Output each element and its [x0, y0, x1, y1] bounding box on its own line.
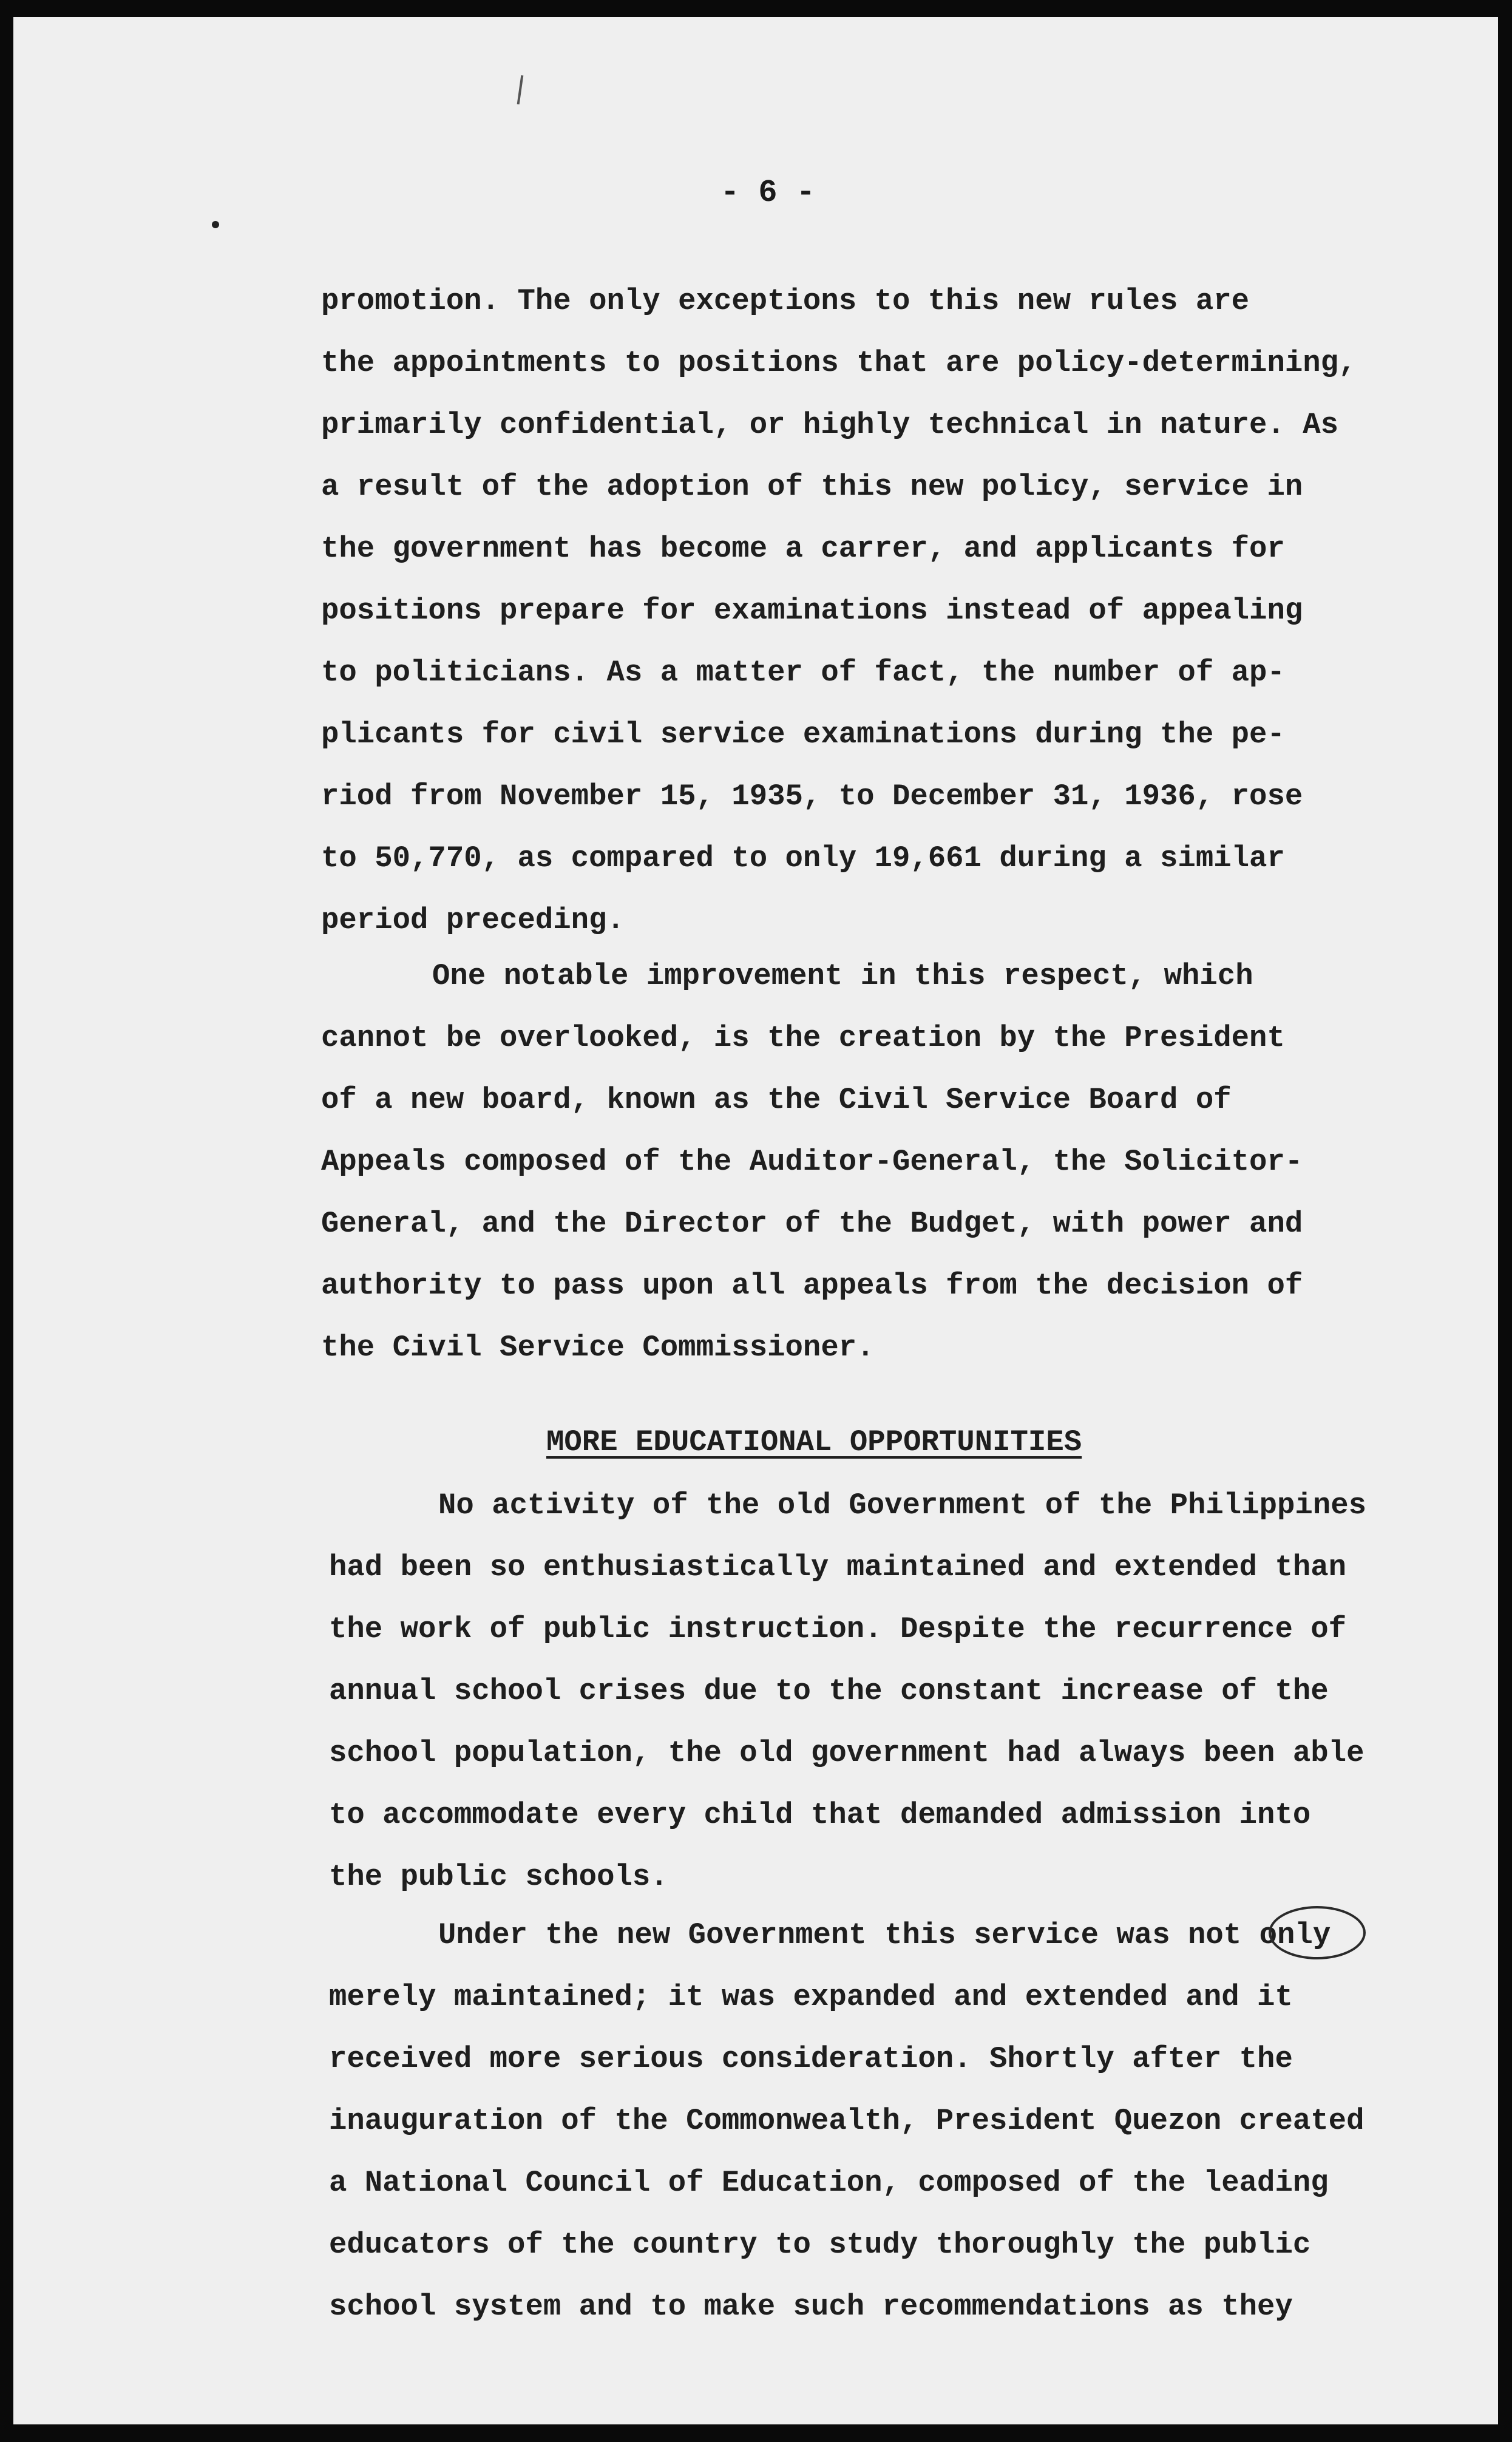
text-line: to accommodate every child that demanded admission into: [329, 1798, 1311, 1832]
text-line: received more serious consideration. Shortly after the: [329, 2042, 1293, 2076]
text-line: the government has become a carrer, and applicants for: [321, 532, 1285, 566]
text-line: cannot be overlooked, is the creation by the President: [321, 1021, 1285, 1055]
text-line: merely maintained; it was expanded and extended and it: [329, 1980, 1293, 2014]
text-line: One notable improvement in this respect, which: [432, 959, 1253, 993]
text-line: to politicians. As a matter of fact, the number of ap-: [321, 656, 1285, 690]
text-line: inauguration of the Commonwealth, President Quezon created: [329, 2104, 1365, 2138]
text-line: Under the new Government this service was not only: [438, 1918, 1331, 1952]
text-line: a result of the adoption of this new policy, service in: [321, 470, 1303, 504]
text-line: the Civil Service Commissioner.: [321, 1331, 875, 1365]
text-line: positions prepare for examinations instead of appealing: [321, 594, 1303, 628]
text-line: of a new board, known as the Civil Service Board of: [321, 1083, 1232, 1117]
text-line: school system and to make such recommendations as they: [329, 2290, 1293, 2324]
text-line: school population, the old government had always been able: [329, 1736, 1365, 1770]
text-line: to 50,770, as compared to only 19,661 during a similar: [321, 841, 1285, 875]
text-line: period preceding.: [321, 903, 625, 937]
section-heading: MORE EDUCATIONAL OPPORTUNITIES: [546, 1425, 1082, 1459]
text-line: the work of public instruction. Despite the recurrence of: [329, 1612, 1347, 1646]
text-line: No activity of the old Government of the Philippines: [438, 1488, 1367, 1522]
text-line: the public schools.: [329, 1860, 668, 1894]
text-line: General, and the Director of the Budget, with power and: [321, 1207, 1303, 1241]
scan-dot: [212, 221, 219, 228]
text-line: Appeals composed of the Auditor-General, the Solicitor-: [321, 1145, 1303, 1179]
text-line: primarily confidential, or highly technical in nature. As: [321, 408, 1339, 442]
text-line: authority to pass upon all appeals from the decision of: [321, 1269, 1303, 1303]
page-number: - 6 -: [720, 175, 816, 211]
text-line: riod from November 15, 1935, to December 31, 1936, rose: [321, 779, 1303, 813]
text-line: had been so enthusiastically maintained and extended than: [329, 1550, 1347, 1584]
text-line: the appointments to positions that are policy-determining,: [321, 346, 1357, 380]
text-line: annual school crises due to the constant increase of the: [329, 1674, 1329, 1708]
scan-mark: [517, 75, 524, 104]
document-page: [13, 17, 1498, 2424]
text-line: promotion. The only exceptions to this new rules are: [321, 284, 1250, 318]
handwritten-circle: [1269, 1906, 1366, 1959]
text-line: a National Council of Education, composed of the leading: [329, 2166, 1329, 2200]
text-line: educators of the country to study thoroughly the public: [329, 2228, 1311, 2262]
text-line: plicants for civil service examinations during the pe-: [321, 717, 1285, 751]
